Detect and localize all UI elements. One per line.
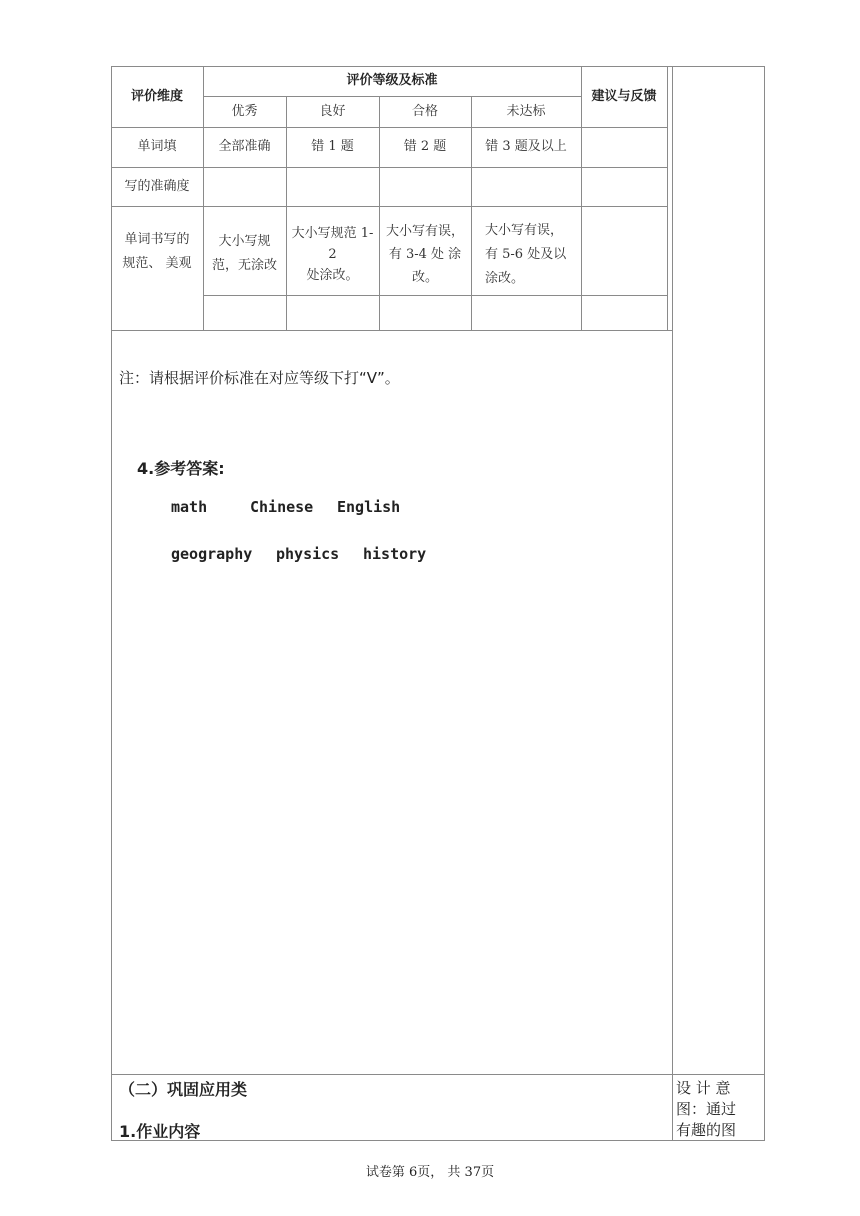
answer-physics: physics [276,545,340,563]
section2-subtitle: 1.作业内容 [119,1122,201,1141]
row1-label: 单词填 [137,139,177,154]
header-levels: 评价等级及标准 [346,73,438,88]
row3-fail: 大小写有误， 有 5-6 处及以 涂改。 [485,223,567,286]
row1-good: 错 1 题 [311,139,354,154]
row3-good: 大小写规范 1- 2 处涂改。 [291,225,374,283]
section2-title: （二）巩固应用类 [119,1080,248,1099]
answer-chinese: Chinese [250,498,314,516]
answer-geography: geography [171,545,253,563]
level-pass: 合格 [411,103,438,119]
row2-label: 写的准确度 [124,178,190,194]
answers-heading: 4.参考答案: [137,459,225,478]
level-excellent: 优秀 [231,103,258,119]
answer-history: history [363,545,427,563]
row3-label: 单词书写的 规范、 美观 [122,232,192,271]
level-fail: 未达标 [506,103,546,119]
row1-fail: 错 3 题及以上 [485,139,567,154]
row1-excellent: 全部准确 [218,139,271,154]
level-good: 良好 [319,103,346,119]
section-divider [111,1074,765,1075]
row1-pass: 错 2 题 [403,139,447,154]
answer-english: English [337,498,401,516]
design-intent-text: 设 计 意 图：通过 有趣的图 [676,1079,737,1139]
answer-math: math [171,498,208,516]
header-dimension: 评价维度 [130,88,183,104]
right-column-divider [672,66,673,1141]
page-footer: 试卷第 6页， 共 37页 [365,1165,495,1180]
row3-excellent: 大小写规 范，无涂改 [211,234,277,273]
evaluation-note: 注：请根据评价标准在对应等级下打“V”。 [119,369,400,387]
header-feedback: 建议与反馈 [591,88,657,104]
row3-pass: 大小写有误， 有 3-4 处 涂 改。 [385,223,464,285]
